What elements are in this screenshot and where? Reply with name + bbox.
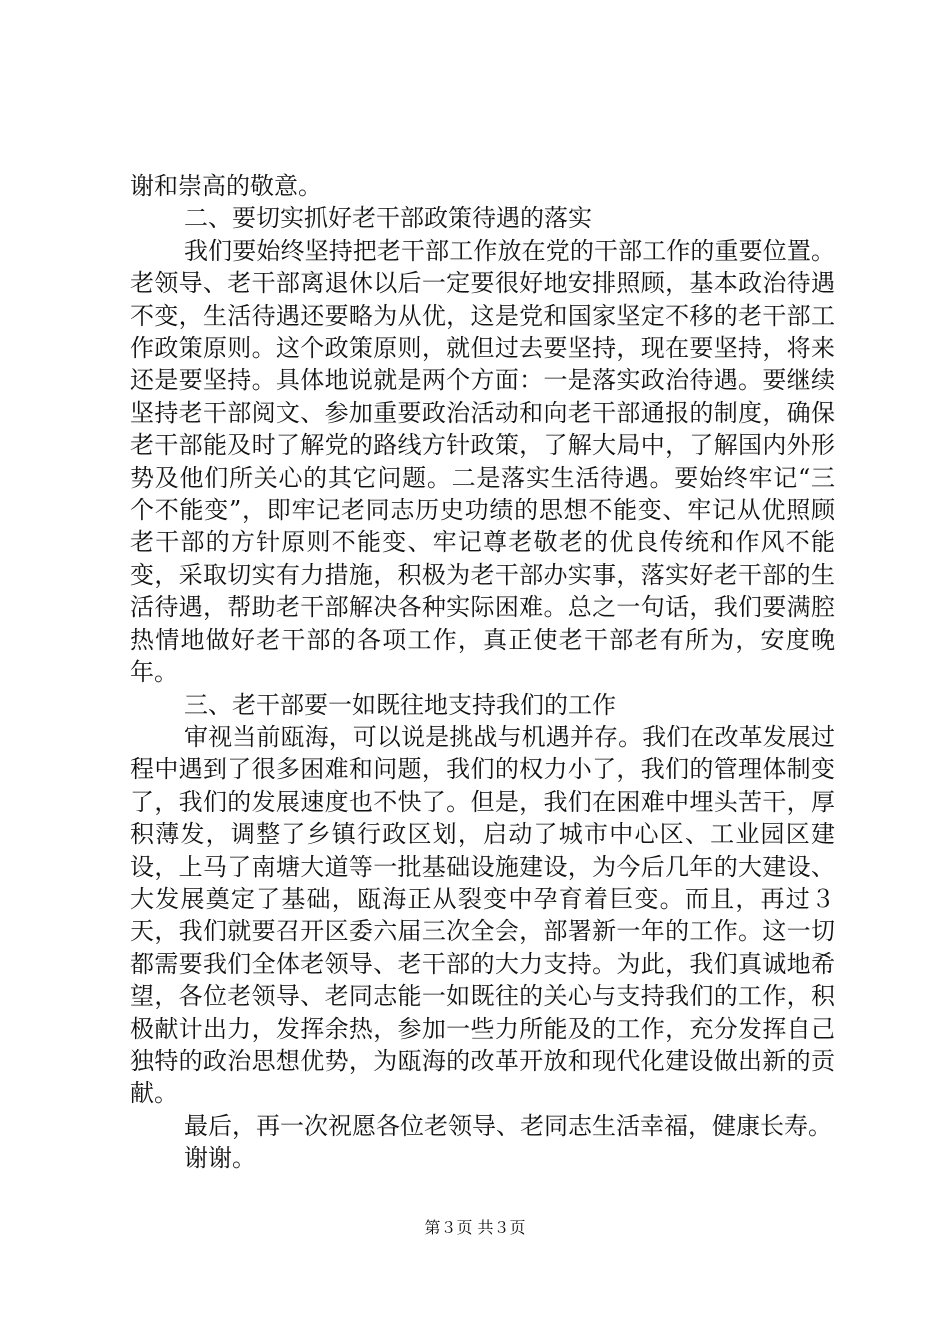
document-body (130, 170, 835, 1175)
paragraph-policy: 我们要始终坚持把老干部工作放在党的干部工作的重要位置。老领导、老干部离退休以后一定要很好地安排照顾，基本政治待遇不变，生活待遇还要略为从优，这是党和国家坚定不移的老干部工作政策原则。这个政策原则，就但过去要坚持，现在要坚持，将来还是要坚持。具体地说就是两个方面：一是落实政治待遇。要继续坚持老干部阅文、参加重要政治活动和向老干部通报的制度，确保老干部能及时了解党的路线方针政策，了解大局中，了解国内外形势及他们所关心的其它问题。二是落实生活待遇。要始终牢记“三个不能变”，即牢记老同志历史功绩的思想不能变、牢记从优照顾老干部的方针原则不能变、牢记尊老敬老的优良传统和作风不能变，采取切实有力措施，积极为老干部办实事，落实好老干部的生活待遇，帮助老干部解决各种实际困难。总之一句话，我们要满腔热情地做好老干部的各项工作，真正使老干部老有所为，安度晚年。 (130, 236, 835, 687)
paragraph-continuation: 谢和崇高的敬意。 (130, 172, 322, 200)
paragraph-support: 审视当前瓯海，可以说是挑战与机遇并存。我们在改革发展过程中遇到了很多困难和问题，我们的权力小了，我们的管理体制变了，我们的发展速度也不快了。但是，我们在困难中埋头苦干，厚积薄发，调整了乡镇行政区划，启动了城市中心区、工业园区建设，上马了南塘大道等一批基础设施建设，为今后几年的大建设、大发展奠定了基础，瓯海正从裂变中孕育着巨变。而且，再过３天，我们就要召开区委六届三次全会，部署新一年的工作。这一切都需要我们全体老领导、老干部的大力支持。为此，我们真诚地希望，各位老领导、老同志能一如既往的关心与支持我们的工作，积极献计出力，发挥余热，参加一些力所能及的工作，充分发挥自己独特的政治思想优势，为瓯海的改革开放和现代化建设做出新的贡献。 (130, 722, 835, 1108)
page-number: 第３页 共３页 (424, 1218, 526, 1237)
section-heading-2: 二、要切实抓好老干部政策待遇的落实 (184, 204, 592, 233)
paragraph-closing-wish: 最后，再一次祝愿各位老领导、老同志生活幸福，健康长寿。 (184, 1111, 832, 1140)
paragraph-thanks: 谢谢。 (184, 1144, 256, 1173)
section-heading-3: 三、老干部要一如既往地支持我们的工作 (184, 690, 616, 719)
